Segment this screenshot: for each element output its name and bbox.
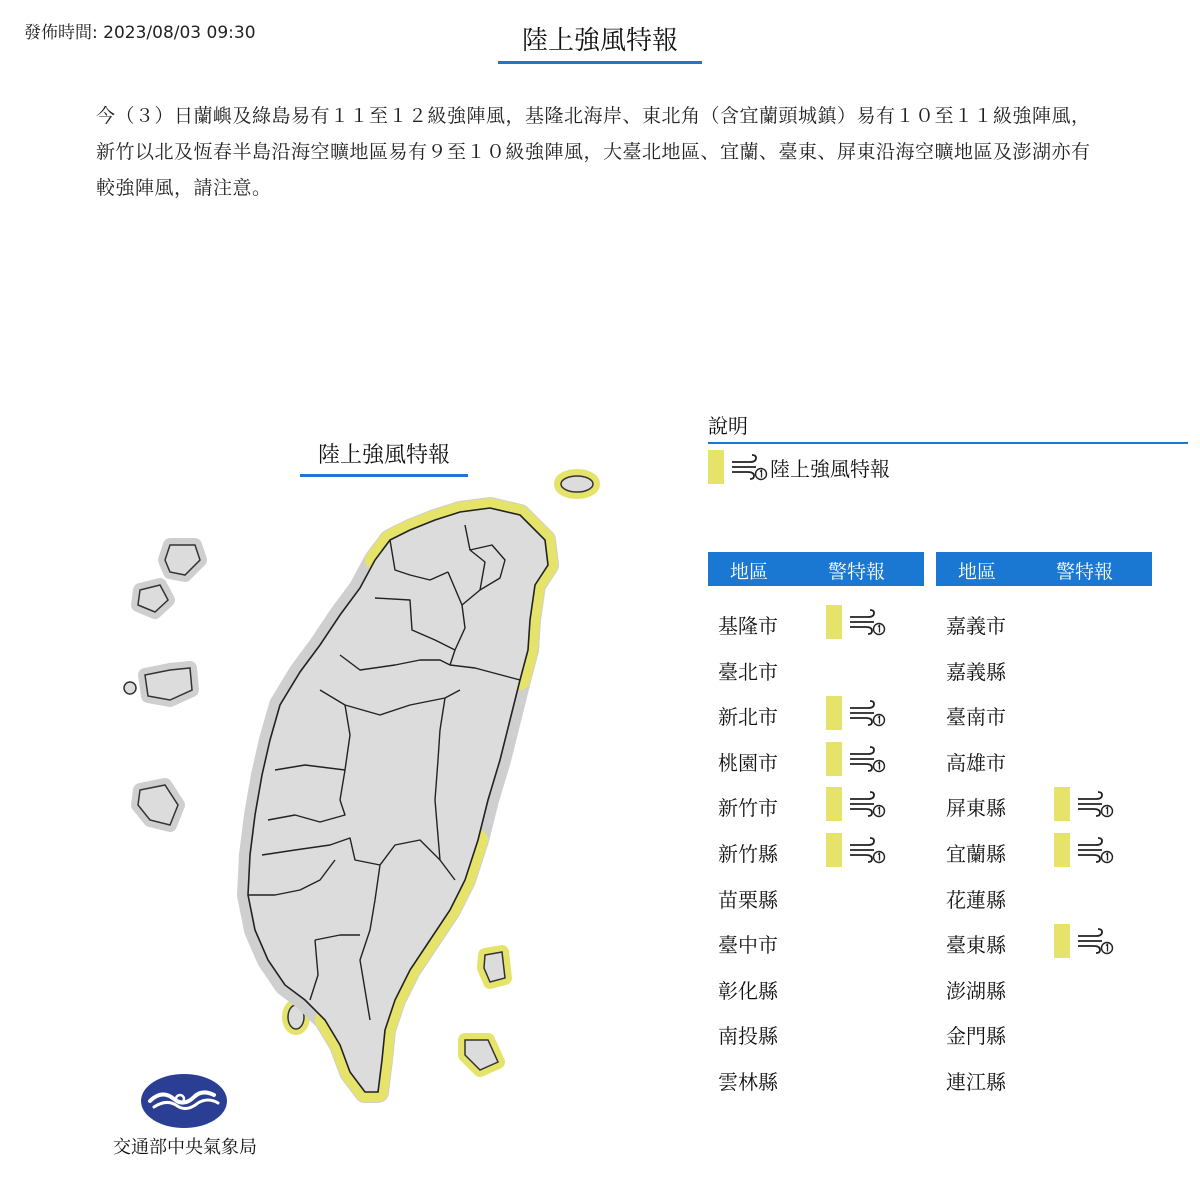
table-header-left	[708, 552, 924, 586]
table-row	[936, 919, 1152, 963]
table-row	[936, 646, 1152, 690]
table-row	[936, 828, 1152, 872]
alert-indicator	[826, 787, 886, 821]
table-row	[936, 737, 1152, 781]
region-name: 新竹縣	[718, 842, 778, 866]
alert-swatch	[1054, 833, 1070, 867]
table-row	[708, 1010, 924, 1054]
table-row	[936, 1010, 1152, 1054]
strong-wind-icon	[848, 608, 886, 636]
strong-wind-icon	[1076, 790, 1114, 818]
alert-indicator	[1054, 924, 1114, 958]
alert-swatch	[708, 450, 724, 484]
header-region: 地區	[958, 561, 997, 583]
table-row	[936, 965, 1152, 1009]
strong-wind-icon	[848, 745, 886, 773]
publish-time: 發佈時間: 2023/08/03 09:30	[24, 23, 256, 43]
alert-indicator	[826, 833, 886, 867]
cwb-logo-icon	[140, 1073, 228, 1129]
table-header-right	[936, 552, 1152, 586]
region-name: 高雄市	[946, 750, 1006, 775]
table-row	[936, 874, 1152, 918]
region-name: 雲林縣	[718, 1070, 778, 1094]
table-row	[708, 737, 924, 781]
region-name: 桃園市	[718, 750, 778, 775]
alert-indicator	[1054, 833, 1114, 867]
strong-wind-icon	[730, 453, 768, 481]
alert-indicator	[1054, 787, 1114, 821]
table-row	[936, 1056, 1152, 1100]
region-name: 連江縣	[946, 1070, 1006, 1094]
region-name: 新北市	[718, 705, 778, 730]
region-name: 嘉義縣	[946, 659, 1006, 684]
legend-label: 陸上強風特報	[770, 456, 890, 481]
alert-swatch	[826, 787, 842, 821]
alert-indicator	[826, 742, 886, 776]
region-name: 嘉義市	[946, 614, 1006, 638]
region-name: 臺北市	[718, 659, 778, 684]
alert-swatch	[1054, 924, 1070, 958]
region-name: 南投縣	[718, 1024, 778, 1049]
strong-wind-icon	[848, 699, 886, 727]
region-name: 宜蘭縣	[946, 842, 1006, 866]
strong-wind-icon	[1076, 836, 1114, 864]
alert-swatch	[826, 605, 842, 639]
region-name: 新竹市	[718, 796, 778, 821]
table-row	[708, 600, 924, 644]
table-row	[708, 874, 924, 918]
table-row	[708, 1056, 924, 1100]
region-name: 臺東縣	[946, 933, 1006, 958]
header-region: 地區	[730, 561, 769, 583]
region-name: 花蓮縣	[946, 887, 1006, 912]
warning-description: 今（３）日蘭嶼及綠島易有１１至１２級強陣風，基隆北海岸、東北角（含宜蘭頭城鎮）易有１０至１１級強陣風，新竹以北及恆春半島沿海空曠地區易有９至１０級強陣風，大臺北地區、宜蘭、臺東、屏東沿海空曠地區及澎湖亦有較強陣風，請注意。	[96, 105, 1091, 199]
page-title: 陸上強風特報	[498, 20, 702, 64]
offshore-islands-west	[124, 545, 200, 825]
map-title: 陸上強風特報	[300, 438, 468, 477]
alert-indicator	[826, 605, 886, 639]
strong-wind-icon	[848, 836, 886, 864]
region-name: 苗栗縣	[718, 887, 778, 912]
region-name: 臺南市	[946, 705, 1006, 730]
region-name: 屏東縣	[946, 796, 1006, 821]
legend-heading: 說明	[708, 410, 1188, 444]
table-row	[708, 828, 924, 872]
taiwan-map	[0, 450, 700, 1130]
strong-wind-icon	[848, 790, 886, 818]
table-row	[708, 646, 924, 690]
alert-indicator	[826, 696, 886, 730]
header-alert: 警特報	[1056, 561, 1114, 583]
region-name: 基隆市	[718, 614, 778, 638]
legend-item	[708, 450, 890, 484]
table-row	[708, 782, 924, 826]
table-row	[936, 691, 1152, 735]
header-alert: 警特報	[828, 561, 886, 583]
table-row	[708, 965, 924, 1009]
alert-swatch	[826, 696, 842, 730]
alert-swatch	[826, 742, 842, 776]
table-row	[936, 782, 1152, 826]
alert-swatch	[1054, 787, 1070, 821]
agency-name: 交通部中央氣象局	[113, 1137, 257, 1158]
table-row	[936, 600, 1152, 644]
region-name: 臺中市	[718, 933, 778, 958]
region-name: 澎湖縣	[946, 978, 1006, 1003]
table-row	[708, 691, 924, 735]
alert-swatch	[826, 833, 842, 867]
region-name: 金門縣	[946, 1024, 1006, 1049]
strong-wind-icon	[1076, 927, 1114, 955]
table-row	[708, 919, 924, 963]
region-name: 彰化縣	[718, 978, 778, 1003]
